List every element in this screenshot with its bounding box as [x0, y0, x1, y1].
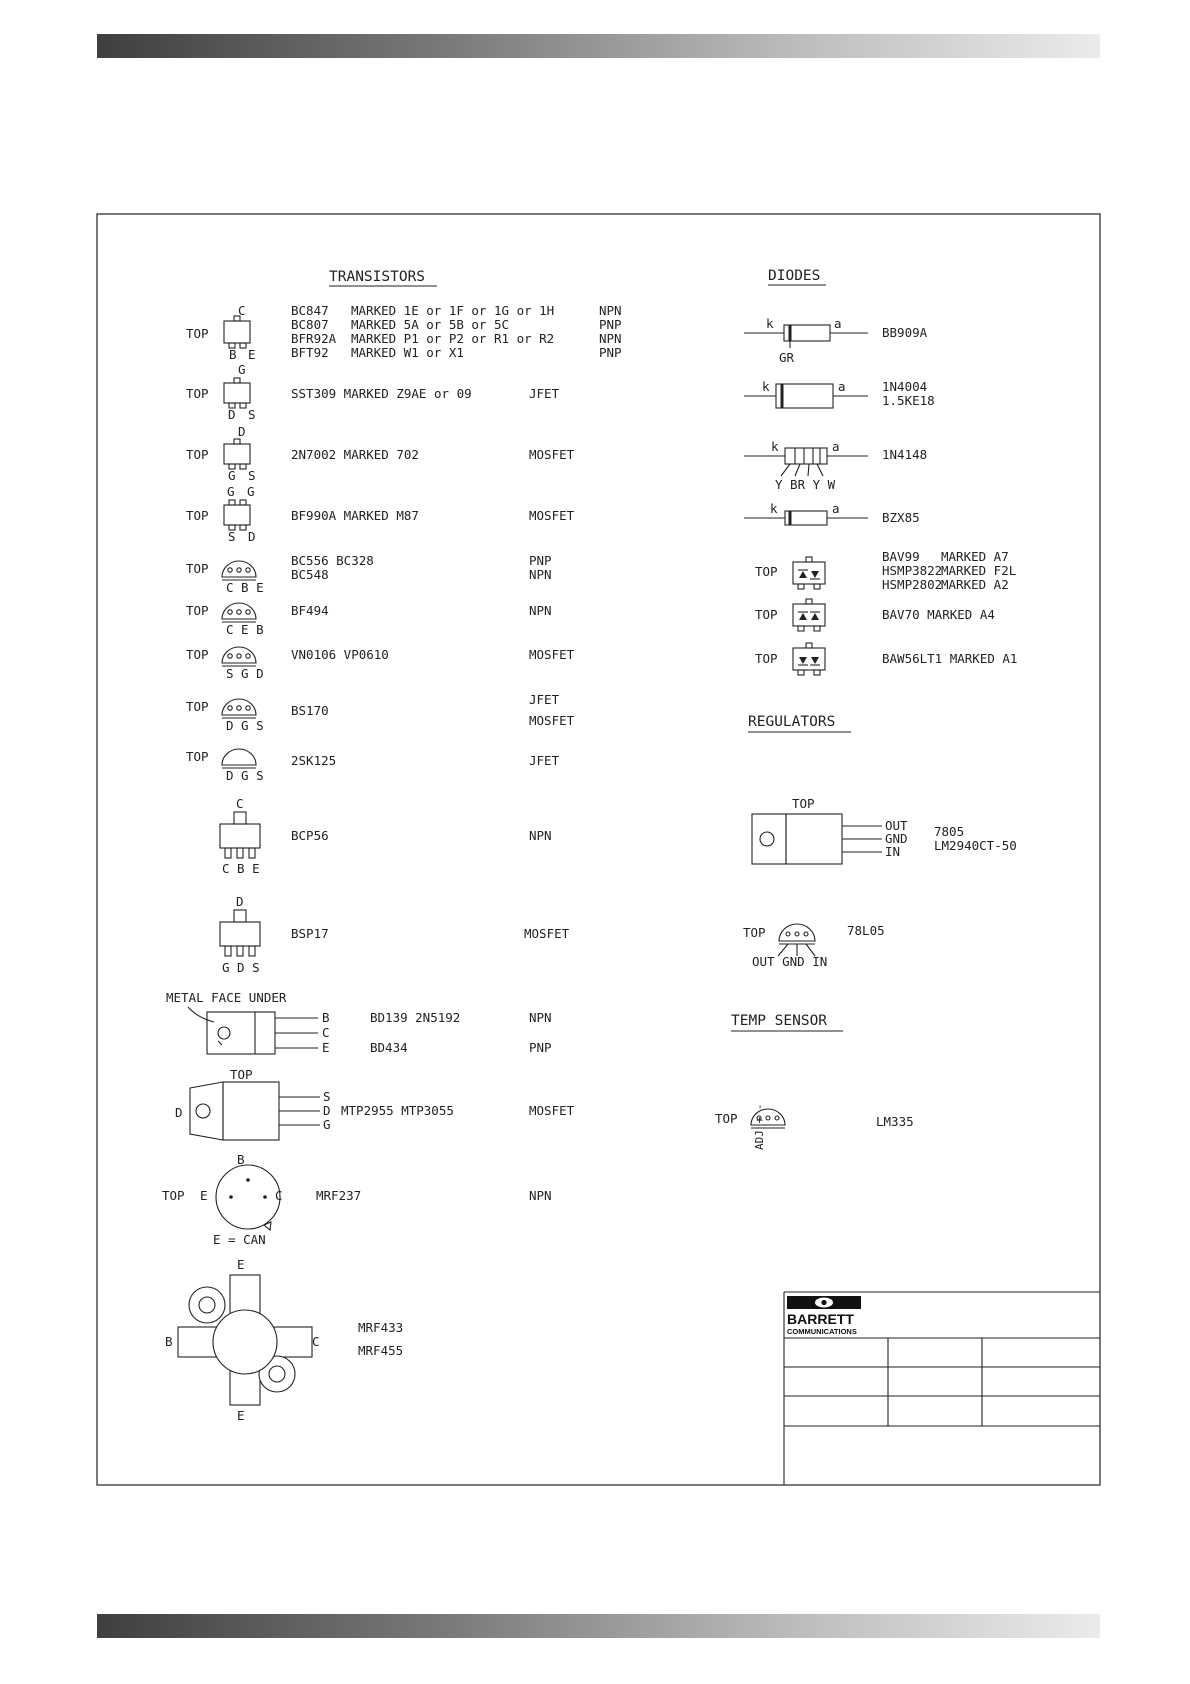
- svg-text:C B E: C B E: [222, 861, 260, 876]
- to92-ceb-symbol: [186, 603, 264, 637]
- bf990a-part: BF990A MARKED M87: [291, 508, 419, 523]
- svg-text:C B E: C B E: [226, 580, 264, 595]
- 1n4004-part: 1N4004: [882, 379, 928, 394]
- sst309-part: SST309 MARKED Z9AE or 09: [291, 386, 472, 401]
- to92-dgs-symbol: [186, 699, 264, 733]
- svg-text:OUT: OUT: [885, 818, 908, 833]
- mrf237-type: NPN: [529, 1188, 552, 1203]
- svg-text:k: k: [771, 439, 779, 454]
- svg-text:E: E: [322, 1040, 330, 1055]
- svg-text:B: B: [237, 1152, 245, 1167]
- to39-can-symbol: [162, 1152, 283, 1247]
- svg-text:TOP: TOP: [186, 447, 209, 462]
- lm335-part: LM335: [876, 1114, 914, 1129]
- bd434-part: BD434: [370, 1040, 408, 1055]
- svg-text:C: C: [236, 796, 244, 811]
- to220-regulator-symbol: [752, 796, 908, 864]
- bft92-mark: MARKED W1 or X1: [351, 345, 464, 360]
- bf494-type: NPN: [529, 603, 552, 618]
- svg-text:E = CAN: E = CAN: [213, 1232, 266, 1247]
- svg-text:k: k: [762, 379, 770, 394]
- svg-text:Y BR Y W: Y BR Y W: [775, 477, 836, 492]
- bfr92a-mark: MARKED P1 or P2 or R1 or R2: [351, 331, 555, 346]
- bf494-part: BF494: [291, 603, 329, 618]
- rf-flange-symbol: [165, 1257, 320, 1423]
- bcp56-type: NPN: [529, 828, 552, 843]
- bc556-part: BC556 BC328: [291, 553, 374, 568]
- to92-sgd-symbol: [186, 647, 264, 681]
- vn0106-type: MOSFET: [529, 647, 575, 662]
- svg-text:G: G: [238, 362, 246, 377]
- svg-text:GR: GR: [779, 350, 795, 365]
- 1n4148-part: 1N4148: [882, 447, 928, 462]
- 2sk125-type: JFET: [529, 753, 560, 768]
- svg-text:E: E: [248, 347, 256, 362]
- heading-temp-sensor: TEMP SENSOR: [731, 1013, 828, 1029]
- svg-text:TOP: TOP: [755, 607, 778, 622]
- bsp17-part: BSP17: [291, 926, 329, 941]
- svg-text:B: B: [165, 1334, 173, 1349]
- bc556-type: PNP: [529, 553, 552, 568]
- lm2940-part: LM2940CT-50: [934, 838, 1017, 853]
- 2n7002-part: 2N7002 MARKED 702: [291, 447, 419, 462]
- sot23-cbe-symbol: [186, 303, 256, 362]
- bc847-type: NPN: [599, 303, 622, 318]
- svg-text:D: D: [323, 1103, 331, 1118]
- heading-regulators: REGULATORS: [748, 714, 836, 730]
- bsp17-type: MOSFET: [524, 926, 570, 941]
- bs170-part: BS170: [291, 703, 329, 718]
- sot89-gds-symbol: [220, 894, 260, 975]
- bcp56-part: BCP56: [291, 828, 329, 843]
- svg-text:D: D: [248, 529, 256, 544]
- bc847-part: BC847: [291, 303, 329, 318]
- bd139-part: BD139 2N5192: [370, 1010, 461, 1025]
- bav70-part: BAV70 MARKED A4: [882, 607, 995, 622]
- bd139-type: NPN: [529, 1010, 552, 1025]
- svg-text:S: S: [248, 407, 256, 422]
- svg-text:C: C: [238, 303, 246, 318]
- bc807-type: PNP: [599, 317, 622, 332]
- sot23-dgs-symbol: [186, 424, 256, 483]
- svg-text:C: C: [275, 1188, 283, 1203]
- barrett-logo: [787, 1296, 861, 1336]
- svg-text:D: D: [175, 1105, 183, 1120]
- mrf237-part: MRF237: [316, 1188, 362, 1203]
- bav99-part: BAV99: [882, 549, 920, 564]
- to92-cbe-symbol: [186, 561, 264, 595]
- sot89-bce-symbol: [220, 796, 260, 876]
- svg-text:METAL FACE UNDER: METAL FACE UNDER: [166, 990, 287, 1005]
- svg-text:TOP: TOP: [230, 1067, 253, 1082]
- svg-text:k: k: [770, 501, 778, 516]
- svg-text:C: C: [312, 1334, 320, 1349]
- svg-text:B: B: [322, 1010, 330, 1025]
- diode-bzx85-symbol: [744, 501, 868, 525]
- svg-text:G D S: G D S: [222, 960, 260, 975]
- mrf433-part: MRF433: [358, 1320, 404, 1335]
- diode-bb909a-symbol: [744, 316, 868, 365]
- bc847-mark: MARKED 1E or 1F or 1G or 1H: [351, 303, 555, 318]
- svg-text:S: S: [323, 1089, 331, 1104]
- svg-text:TOP: TOP: [186, 647, 209, 662]
- mrf455-part: MRF455: [358, 1343, 404, 1358]
- svg-text:G: G: [227, 484, 235, 499]
- svg-text:TOP: TOP: [186, 749, 209, 764]
- svg-text:a: a: [834, 316, 842, 331]
- svg-text:E: E: [237, 1408, 245, 1423]
- bft92-type: PNP: [599, 345, 622, 360]
- hsmp2802-mark: MARKED A2: [941, 577, 1009, 592]
- svg-text:G: G: [228, 468, 236, 483]
- svg-text:G: G: [323, 1117, 331, 1132]
- svg-text:E: E: [200, 1188, 208, 1203]
- svg-text:a: a: [838, 379, 846, 394]
- svg-text:TOP: TOP: [792, 796, 815, 811]
- to92-temp-sensor-symbol: [715, 1104, 785, 1150]
- baw56-part: BAW56LT1 MARKED A1: [882, 651, 1018, 666]
- 78l05-part: 78L05: [847, 923, 885, 938]
- svg-text:S G D: S G D: [226, 666, 264, 681]
- bc548-part: BC548: [291, 567, 329, 582]
- hsmp3822-mark: MARKED F2L: [941, 563, 1017, 578]
- svg-text:TOP: TOP: [186, 386, 209, 401]
- vn0106-part: VN0106 VP0610: [291, 647, 389, 662]
- svg-text:k: k: [766, 316, 774, 331]
- heading-diodes: DIODES: [768, 268, 821, 284]
- svg-text:B: B: [229, 347, 237, 362]
- bs170-type-mosfet: MOSFET: [529, 713, 575, 728]
- sot23-gds-symbol: [186, 362, 256, 422]
- hsmp3822-part: HSMP3822: [882, 563, 943, 578]
- bc548-type: NPN: [529, 567, 552, 582]
- bc807-part: BC807: [291, 317, 329, 332]
- mtp-type: MOSFET: [529, 1103, 575, 1118]
- bb909a-part: BB909A: [882, 325, 928, 340]
- diode-1n4004-symbol: [744, 379, 868, 408]
- to92-regulator-symbol: [743, 924, 827, 969]
- svg-text:G: G: [247, 484, 255, 499]
- svg-text:D: D: [236, 894, 244, 909]
- svg-text:TOP: TOP: [755, 564, 778, 579]
- svg-text:TOP: TOP: [186, 326, 209, 341]
- svg-text:TOP: TOP: [743, 925, 766, 940]
- heading-transistors: TRANSISTORS: [329, 269, 426, 285]
- bf990a-type: MOSFET: [529, 508, 575, 523]
- svg-text:D G S: D G S: [226, 718, 264, 733]
- 1-5ke18-part: 1.5KE18: [882, 393, 935, 408]
- sot23-baw56-symbol: [755, 643, 825, 675]
- logo-sub: COMMUNICATIONS: [787, 1327, 857, 1336]
- 7805-part: 7805: [934, 824, 965, 839]
- svg-text:D G S: D G S: [226, 768, 264, 783]
- bs170-type-jfet: JFET: [529, 692, 560, 707]
- svg-text:IN: IN: [885, 844, 901, 859]
- to126-bce-symbol: [166, 990, 330, 1055]
- svg-text:TOP: TOP: [186, 603, 209, 618]
- svg-text:a: a: [832, 501, 840, 516]
- 2n7002-type: MOSFET: [529, 447, 575, 462]
- bfr92a-type: NPN: [599, 331, 622, 346]
- sot23-dual-diode-symbol: [755, 557, 825, 589]
- hsmp2802-part: HSMP2802: [882, 577, 943, 592]
- bft92-part: BFT92: [291, 345, 329, 360]
- svg-text:a: a: [832, 439, 840, 454]
- svg-text:S: S: [228, 529, 236, 544]
- svg-text:E: E: [237, 1257, 245, 1272]
- bc807-mark: MARKED 5A or 5B or 5C: [351, 317, 510, 332]
- svg-text:TOP: TOP: [186, 561, 209, 576]
- svg-text:OUT GND IN: OUT GND IN: [752, 954, 828, 969]
- bav99-mark: MARKED A7: [941, 549, 1009, 564]
- svg-text:ADJ + -: ADJ + -: [753, 1103, 766, 1150]
- 2sk125-part: 2SK125: [291, 753, 337, 768]
- svg-text:TOP: TOP: [186, 699, 209, 714]
- svg-text:TOP: TOP: [162, 1188, 185, 1203]
- svg-text:C E B: C E B: [226, 622, 264, 637]
- bfr92a-part: BFR92A: [291, 331, 337, 346]
- svg-text:S: S: [248, 468, 256, 483]
- sst309-type: JFET: [529, 386, 560, 401]
- sot23-bav70-symbol: [755, 599, 825, 631]
- svg-text:TOP: TOP: [715, 1111, 738, 1126]
- bd434-type: PNP: [529, 1040, 552, 1055]
- to92-dgs-symbol-2: [186, 749, 264, 783]
- sot143-ggsd-symbol: [186, 484, 256, 544]
- logo-name: BARRETT: [787, 1311, 854, 1327]
- svg-text:D: D: [228, 407, 236, 422]
- svg-text:TOP: TOP: [755, 651, 778, 666]
- mtp-part: MTP2955 MTP3055: [341, 1103, 454, 1118]
- diode-1n4148-symbol: [744, 439, 868, 492]
- to220-sdg-symbol: [175, 1067, 331, 1140]
- svg-text:GND: GND: [885, 831, 908, 846]
- svg-text:C: C: [322, 1025, 330, 1040]
- svg-text:D: D: [238, 424, 246, 439]
- svg-text:TOP: TOP: [186, 508, 209, 523]
- bzx85-part: BZX85: [882, 510, 920, 525]
